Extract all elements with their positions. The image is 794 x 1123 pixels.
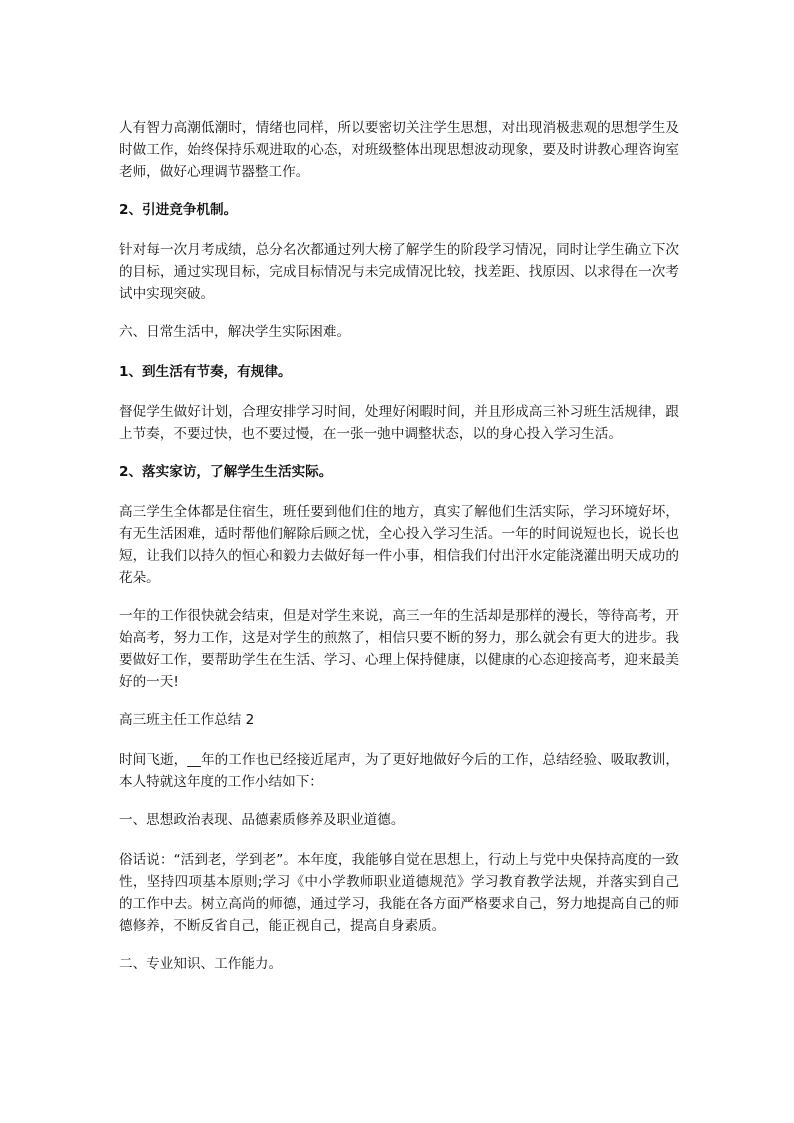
section-heading-two: 二、专业知识、工作能力。 — [119, 956, 283, 972]
section-heading-six: 六、日常生活中，解决学生实际困难。 — [119, 324, 351, 340]
paragraph-3: 督促学生做好计划，合理安排学习时间，处理好闲暇时间，并且形成高三补习班生活规律，跟上节奏，不要过快，也不要过慢，在一张一弛中调整状态，以的身心投入学习生活。 — [119, 404, 679, 442]
subheading-rhythm: 1、到生活有节奏，有规律。 — [119, 364, 292, 380]
paragraph-5: 一年的工作很快就会结束，但是对学生来说，高三一年的生活却是那样的漫长，等待高考，开始高考，努力工作，这是对学生的煎熬了，相信只要不断的努力，那么就会有更大的进步。我要做好工作，要帮助学生在生活、学习、心理上保持健康，以健康的心态迎接高考，迎来最美好的一天! — [119, 608, 679, 690]
paragraph-4: 高三学生全体都是住宿生，班任要到他们住的地方，真实了解他们生活实际，学习环境好坏，有无生活困难，适时帮他们解除后顾之忧，全心投入学习生活。一年的时间说短也长，说长也短，让我们以持久的恒心和毅力去做好每一件小事，相信我们付出汗水定能浇灌出明天成功的花朵。 — [119, 504, 679, 586]
paragraph-1: 人有智力高潮低潮时，情绪也同样，所以要密切关注学生思想，对出现消极悲观的思想学生及时做工作，始终保持乐观进取的心态，对班级整体出现思想波动现象，要及时讲教心理咨询室老师，做好心理调节器整工作。 — [119, 120, 679, 180]
subheading-home-visit: 2、落实家访，了解学生生活实际。 — [119, 464, 333, 480]
paragraph-6: 时间飞逝，__年的工作也已经接近尾声，为了更好地做好今后的工作，总结经验、吸取教训，本人特就这年度的工作小结如下： — [119, 752, 679, 790]
paragraph-2: 针对每一次月考成绩，总分名次都通过列大榜了解学生的阶段学习情况，同时让学生确立下次的目标，通过实现目标，完成目标情况与未完成情况比较，找差距、找原因、以求得在一次考试中实现突破。 — [119, 242, 679, 302]
subheading-competition: 2、引进竞争机制。 — [119, 202, 238, 218]
paragraph-7: 俗话说：“活到老，学到老”。本年度，我能够自觉在思想上，行动上与党中央保持高度的一致性，坚持四项基本原则;学习《中小学教师职业道德规范》学习教育教学法规，并落实到自己的工作中去。树立高尚的师德，通过学习，我能在各方面严格要求自己，努力地提高自己的师德修养，不断反省自己，能正视自己，提高自身素质。 — [119, 852, 679, 934]
article-title-2: 高三班主任工作总结 2 — [119, 712, 255, 728]
section-heading-one: 一、思想政治表现、品德素质修养及职业道德。 — [119, 812, 405, 828]
document-body — [119, 117, 679, 993]
